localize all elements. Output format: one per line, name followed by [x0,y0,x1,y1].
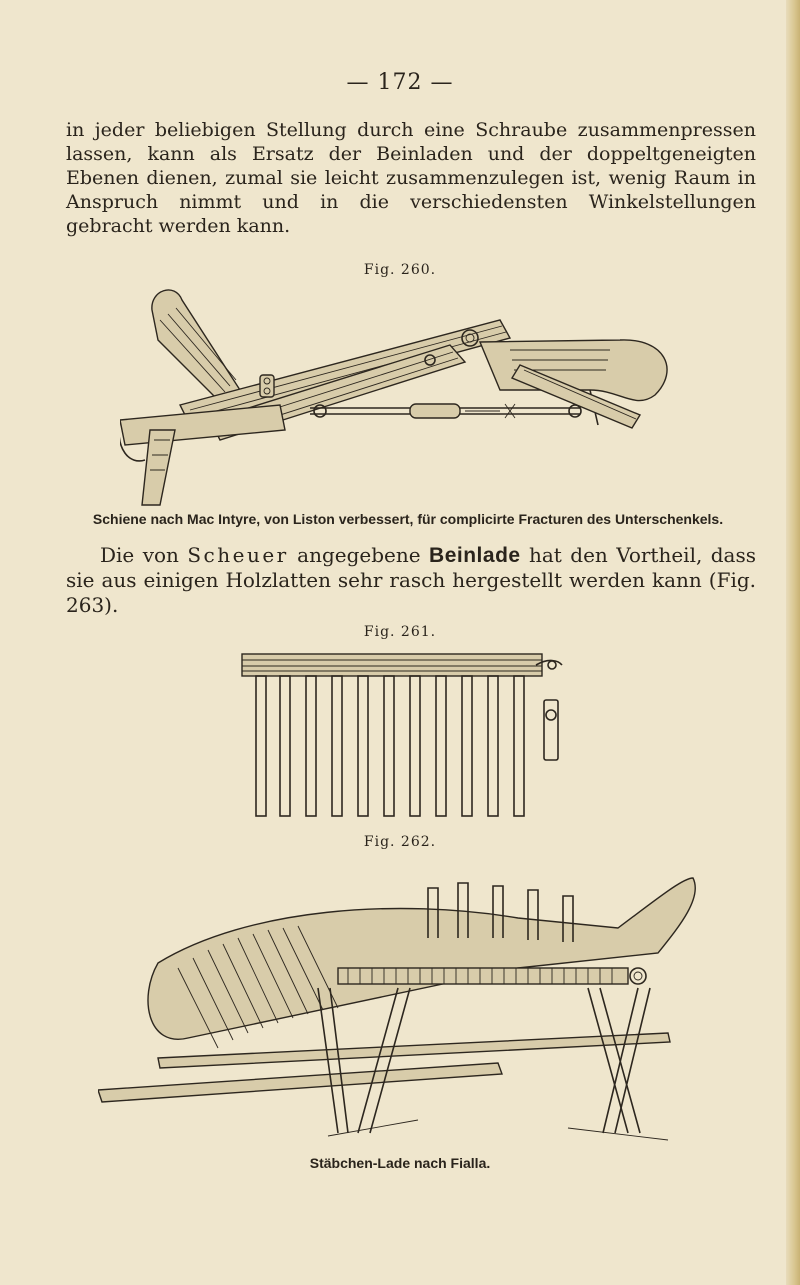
paragraph-1-line-2: lassen, kann als Ersatz der Beinladen und der doppeltgeneigten [66,143,756,165]
paragraph-2-part-1: Die von [100,543,188,567]
paragraph-2-part-3: hat den Vortheil, dass sie aus einigen Holzlatten sehr rasch hergestellt werden kann (Fig. 263). [66,543,757,617]
paragraph-1-line-1: in jeder beliebigen Stellung durch eine Schraube zusammenpressen [66,119,756,141]
figure-261-label: Fig. 261. [363,624,437,640]
paragraph-1-line-3: Ebenen dienen, zumal sie leicht zusammenzulegen ist, wenig Raum [66,167,731,189]
paragraph-2-part-2: angegebene [288,543,430,567]
figure-261-illustration [236,640,576,820]
paragraph-1-line-4: in Anspruch nimmt und in die verschiedensten Winkelstellungen [66,167,756,213]
page-number: — 172 — [346,70,454,95]
paragraph-1-line-5: gebracht werden kann. [66,215,291,237]
paragraph-2 [66,543,756,618]
figure-260-label: Fig. 260. [363,262,437,278]
figure-260-caption: Schiene nach Mac Intyre, von Liston verbessert, für complicirte Fracturen des Unterschenkels. [92,511,724,527]
figure-262-caption: Stäbchen-Lade nach Fialla. [309,1155,491,1171]
author-name-scheuer: Scheuer [187,543,289,567]
figure-260-illustration [120,280,680,510]
paragraph-1 [66,118,756,238]
figure-262-illustration [98,858,708,1148]
term-beinlade: Beinlade [429,544,521,567]
figure-262-label: Fig. 262. [363,834,437,850]
page-edge [786,0,800,1285]
